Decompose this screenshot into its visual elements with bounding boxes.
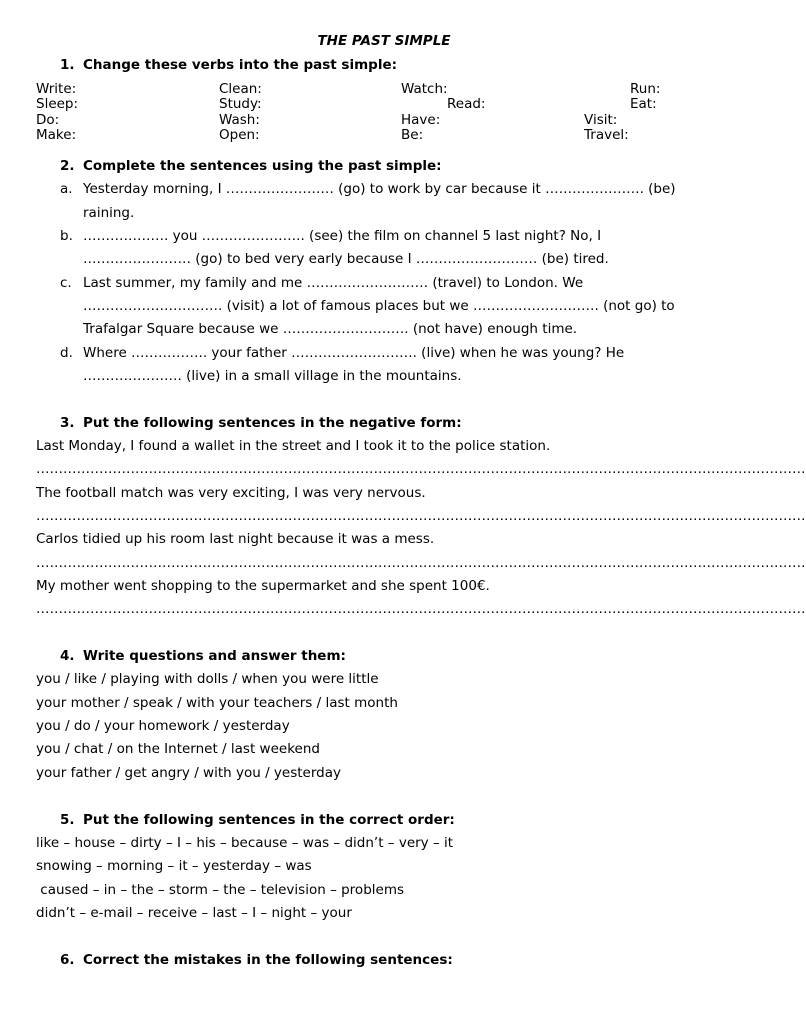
verb-cell: Clean: [219,81,262,97]
verb-cell: Make: [36,127,77,143]
verb-cell: Study: [219,96,262,112]
answer-line: ……………………………………………………………………………………………………………………………………………………… [36,555,806,571]
section-6-number: 6. [60,952,75,968]
item-letter: c. [60,275,72,291]
answer-line: ……………………………………………………………………………………………………………………………………………………… [36,461,806,477]
section-2-title: Complete the sentences using the past simple: [83,158,442,174]
prompt-line: your father / get angry / with you / yesterday [36,765,341,781]
answer-line: ……………………………………………………………………………………………………………………………………………………… [36,508,806,524]
exercise-line: …………………… (go) to bed very early because I ……………………… (be) tired. [83,251,609,267]
verb-cell: Travel: [584,127,629,143]
exercise-line: …………………………. (visit) a lot of famous places but we ………………………. (not go) to [83,298,675,314]
item-letter: b. [60,228,73,244]
verb-cell: Wash: [219,112,260,128]
section-5-number: 5. [60,812,75,828]
section-5-heading [60,812,455,828]
verb-cell: Sleep: [36,96,79,112]
word-order-line: like – house – dirty – I – his – because – was – didn’t – very – it [36,835,454,851]
section-2-number: 2. [60,158,75,174]
section-3-title: Put the following sentences in the negative form: [83,415,462,431]
exercise-line: Yesterday morning, I …………………… (go) to work by car because it …………………. (be) [83,181,676,197]
section-6-title: Correct the mistakes in the following sentences: [83,952,453,968]
verb-cell: Open: [219,127,260,143]
prompt-line: you / chat / on the Internet / last weekend [36,741,320,757]
section-2-heading [60,158,442,174]
section-3-number: 3. [60,415,75,431]
page-title: THE PAST SIMPLE [317,33,451,49]
verb-cell: Write: [36,81,77,97]
item-letter: d. [60,345,73,361]
section-4-title: Write questions and answer them: [83,648,346,664]
verb-cell: Eat: [630,96,657,112]
section-1-heading [60,57,397,73]
exercise-line: ………………. you ………………….. (see) the film on channel 5 last night? No, I [83,228,602,244]
section-1-title: Change these verbs into the past simple: [83,57,398,73]
exercise-line: Last summer, my family and me ……………………… (travel) to London. We [83,275,584,291]
sentence: Carlos tidied up his room last night because it was a mess. [36,531,435,547]
section-1-number: 1. [60,57,75,73]
verb-cell: Read: [447,96,486,112]
verb-cell: Have: [401,112,441,128]
sentence: Last Monday, I found a wallet in the street and I took it to the police station. [36,438,551,454]
section-5-title: Put the following sentences in the correct order: [83,812,455,828]
section-4-heading [60,648,346,664]
verb-cell: Do: [36,112,60,128]
section-3-heading [60,415,462,431]
verb-cell: Be: [401,127,424,143]
exercise-line: raining. [83,205,135,221]
prompt-line: you / like / playing with dolls / when you were little [36,671,379,687]
exercise-line: Trafalgar Square because we ………………………. (not have) enough time. [83,321,578,337]
word-order-line: didn’t – e-mail – receive – last – I – night – your [36,905,352,921]
section-6-heading [60,952,453,968]
word-order-line: snowing – morning – it – yesterday – was [36,858,312,874]
exercise-line: Where …………….. your father ………………………. (live) when he was young? He [83,345,625,361]
prompt-line: your mother / speak / with your teachers / last month [36,695,398,711]
word-order-line: caused – in – the – storm – the – television – problems [36,882,405,898]
verb-cell: Visit: [584,112,618,128]
item-letter: a. [60,181,73,197]
section-4-number: 4. [60,648,75,664]
sentence: My mother went shopping to the supermarket and she spent 100€. [36,578,490,594]
answer-line: ……………………………………………………………………………………………………………………………………………………… [36,601,806,617]
verb-cell: Run: [630,81,661,97]
prompt-line: you / do / your homework / yesterday [36,718,290,734]
verb-cell: Watch: [401,81,448,97]
sentence: The football match was very exciting, I was very nervous. [36,485,426,501]
exercise-line: …………………. (live) in a small village in the mountains. [83,368,462,384]
